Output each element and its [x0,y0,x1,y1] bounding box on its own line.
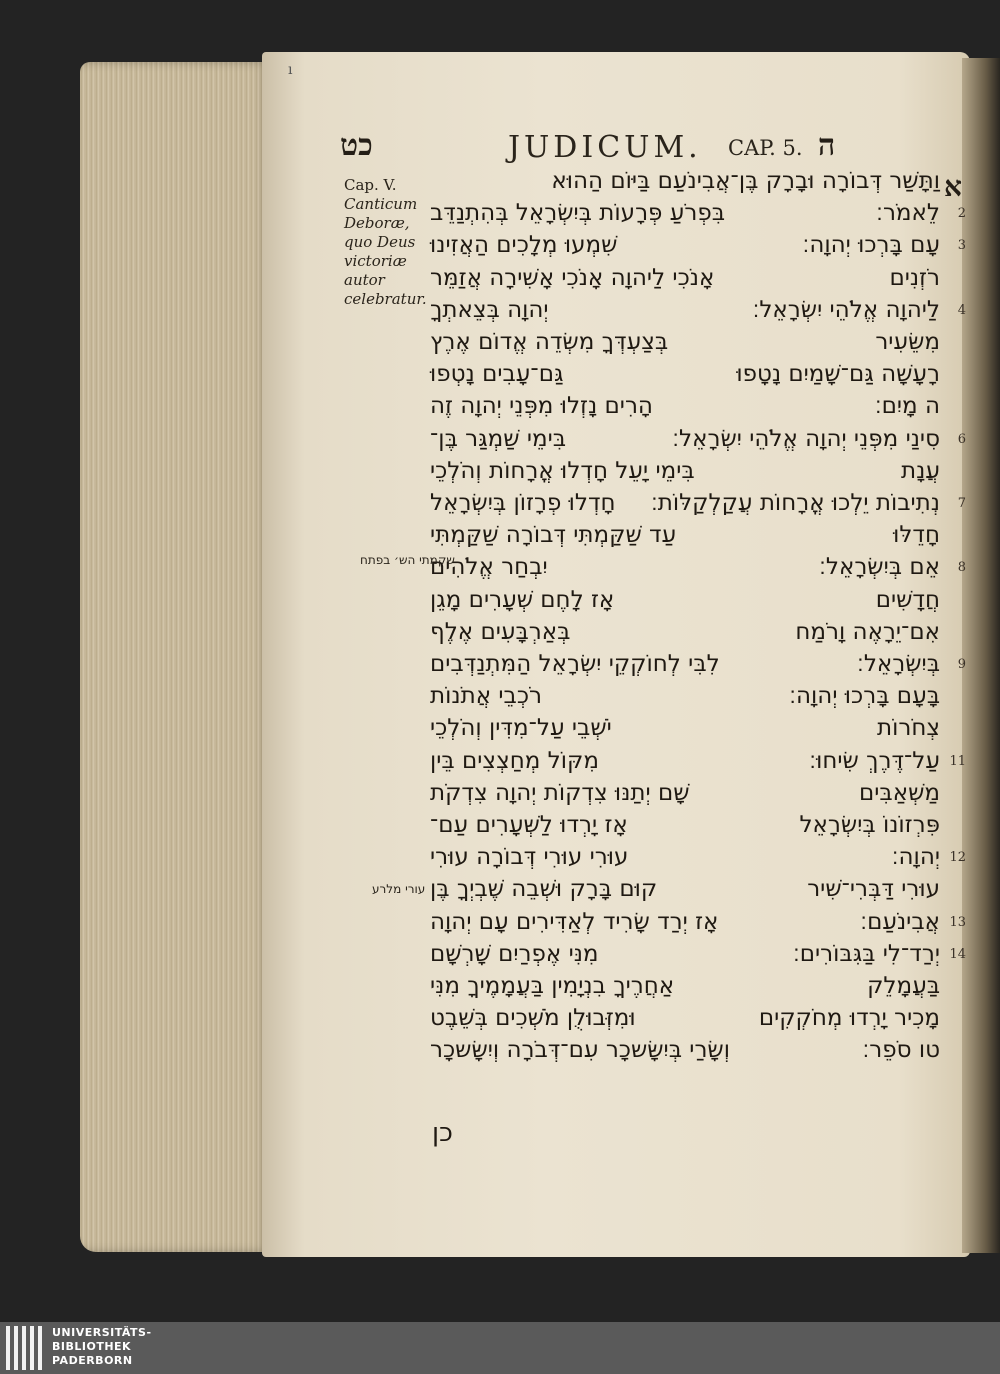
folio-mark: ı [288,62,293,78]
book-spine [962,58,1000,1253]
verse-number: 2 [957,206,966,222]
text-line-start: מִשֵּׂעִיר [875,329,940,355]
text-line-end: אָנֹכִי לַיהוָה אָנֹכִי אָשִׁירָה אֲזַמֵּר [430,264,715,291]
text-line-end: אַחֲרֶיךָ בִנְיָמִין בַּעֲמָמֶיךָ מִנִּי [430,973,675,999]
verse-number: 13 [949,914,966,930]
text-line [430,587,940,621]
text-line-end: עוּרִי עוּרִי דְּבוֹרָה עוּרִי [430,844,629,871]
text-line [430,747,966,782]
text-line-start: בַּעֲמָלֵק [867,973,940,999]
text-line [430,844,966,878]
text-line-start: עָם בָּרְכוּ יְהוָה׃ [802,232,940,259]
text-line-end: בְּאַרְבָּעִים אֶלֶף [430,618,571,645]
book-title: JUDICUM. [508,130,702,165]
verse-number: 4 [957,302,966,318]
text-line [430,296,966,331]
text-line-start: טו סֹפֵר׃ [862,1037,940,1064]
text-line-end: אָז יְרַד שָׂרִיד לְאַדִּירִים עָם יְהוָה [430,908,719,935]
verse-number: 9 [957,657,966,672]
text-line-start: אִם־יֵרָאֶה וָרֹמַח [795,618,940,645]
chapter-label: CAP. 5. [728,136,803,160]
library-footer [0,1322,1000,1374]
text-line-start: פִּרְזוֹנוֹ בְּיִשְׂרָאֵל [799,812,940,838]
verse-number: 6 [957,431,966,447]
text-line [430,1037,940,1071]
text-line [430,232,966,266]
text-line [430,780,940,814]
text-line [430,361,940,395]
text-line-start: לַיהוָה אֱלֹהֵי יִשְׂרָאֵל׃ [752,296,940,323]
text-line-start: ה מָיִם׃ [874,393,940,420]
verse-number: 14 [949,946,966,962]
verse-number: 12 [949,850,966,866]
text-line-end: אָז יָרְדוּ לַשְּׁעָרִים עַם־ [430,812,628,838]
text-line-end: יִבְחַר אֱלֹהִים [430,554,548,581]
text-line [430,812,940,846]
margin-summary-text: Canticum Deboræ, quo Deus victoriæ autor celebratur. [344,195,427,308]
text-line [430,908,966,943]
verse-number: 8 [957,560,966,576]
text-line-start: חָדֵלּוּ [893,522,940,549]
text-line-end: עַד שַׁקַּמְתִּי דְּבוֹרָה שַׁקַּמְתִּי [430,522,677,549]
text-line-end: שִׁמְעוּ מְלָכִים הַאֲזִינוּ [430,232,618,259]
text-line-start: אֲבִינֹעַם׃ [860,908,940,935]
text-line-end: בִּימֵי שַׁמְגַּר בֶּן־ [430,425,567,452]
text-line-end: יֹשְׁבֵי עַל־מִדִּין וְהֹלְכֵי [430,715,612,742]
verse-number: 11 [949,753,966,769]
text-line-start: וַתָּשַׁר דְּבוֹרָה וּבָרָק בֶּן־אֲבִינֹעַם בַּיּוֹם הַהוּא [551,168,940,194]
library-logo-icon [6,1326,42,1370]
text-line [430,425,966,460]
text-line-start: צְחֹרוֹת [876,715,940,742]
text-line [430,1005,940,1039]
text-line [430,715,940,749]
text-line-start: יְרַד־לִי בַּגִּבּוֹרִים׃ [792,940,940,967]
margin-note-left: עורי מלרע [372,882,426,896]
hebrew-chapter-number: ה [818,128,836,163]
library-name-line: BIBLIOTHEK [52,1340,132,1353]
text-line-end: יְהוָה בְּצֵאתְךָ [430,296,549,323]
text-line-start: חֲדָשִׁים [875,586,940,613]
text-line-start: מַשְׁאַבִּים [859,779,940,806]
margin-summary-chapter: Cap. V. [344,176,397,194]
library-name-line: PADERBORN [52,1354,133,1367]
text-line-start: מָכִיר יָרְדוּ מְחֹקְקִים [758,1005,940,1032]
text-line-start: לֵאמֹר׃ [876,200,940,227]
catchword: כן [432,1118,453,1148]
text-line [430,200,966,234]
text-line [430,458,940,492]
text-line [430,329,940,363]
text-line-end: רֹכְבֵי אֲתֹנוֹת [430,683,542,710]
text-line-end: וְשָׂרַי בְּיִשָּׂשכָר עִם־דְּבֹרָה וְיִשָּׂשכָר [430,1037,730,1064]
text-line-end: גַּם־עָבִים נָטְפוּ [430,361,564,388]
text-line [430,554,966,588]
library-name-line: UNIVERSITÄTS- [52,1326,152,1339]
text-line-start: נְתִיבוֹת יֵלְכוּ אֳרָחוֹת עֲקַלְקַלּוֹת׃ [650,490,940,516]
text-line [430,876,940,910]
text-line [430,651,966,685]
text-line-start: רָעָשָׁה גַּם־שָׁמַיִם נָטָפוּ [736,361,940,388]
text-line-end: קוּם בָּרָק וּשְׁבֵה שֶׁבְיְךָ בֶּן [430,876,658,903]
text-line-start: סִינַי מִפְּנֵי יְהוָה אֱלֹהֵי יִשְׂרָאֵל׃ [672,425,940,452]
margin-note-left: שקמתי הש׳ בפתח [360,553,455,567]
running-header [340,128,860,168]
text-line-start: בָּעָם בָּרְכוּ יְהוָה׃ [789,683,940,710]
text-line-start: עוּרִי דַּבְּרִי־שִׁיר [807,876,940,903]
text-line [430,973,940,1007]
text-line-end: בְּצַעְדְּךָ מִשְּׂדֵה אֱדוֹם אֶרֶץ [430,329,669,355]
book-page-edges [80,62,270,1252]
library-name [52,1326,152,1368]
text-line-end: לִבִּי לְחוֹקְקֵי יִשְׂרָאֵל הַמִּתְנַדְּבִים [430,651,720,677]
text-line [430,265,940,299]
margin-summary [344,176,426,309]
hebrew-page-number: כט [340,128,373,163]
text-line-end: בִּפְרֹעַ פְּרָעוֹת בְּיִשְׂרָאֵל בְּהִתְנַדֵּב [430,200,725,227]
text-line-end: מִקּוֹל מְחַצְצִים בֵּין [430,747,599,774]
text-line-start: עַל־דֶּרֶךְ שִׂיחוּ׃ [809,747,940,774]
verse-number: 7 [957,496,966,511]
text-line-start: בְּיִשְׂרָאֵל׃ [857,651,940,677]
text-line [430,522,940,556]
text-line [430,168,940,202]
text-line-end: וּמִזְּבוּלֻן מֹשְׁכִים בְּשֵׁבֶט [430,1005,636,1032]
text-line [430,619,940,653]
text-line-end: אָז לָחֶם שְׁעָרִים מָגֵן [430,586,615,613]
text-line-start: יְהוָה׃ [891,844,940,871]
text-line-start: רֹזְנִים [889,264,940,291]
text-line-start: עֲנָת [901,457,940,484]
text-line-end: בִּימֵי יָעֵל חָדְלוּ אֳרָחוֹת וְהֹלְכֵי [430,457,695,484]
text-line-end: שָׁם יְתַנּוּ צִדְקוֹת יְהוָה צִדְקֹת [430,779,690,806]
text-line-start: אֵם בְּיִשְׂרָאֵל׃ [819,554,940,581]
text-line [430,393,940,427]
text-line-end: מִנִּי אֶפְרַיִם שָׁרְשָׁם [430,940,599,967]
text-line [430,490,966,524]
text-line-end: הָרִים נָזְלוּ מִפְּנֵי יְהוָה זֶה [430,393,653,420]
text-line-end: חָדְלוּ פְרָזוֹן בְּיִשְׂרָאֵל [430,490,616,516]
verse-number: 3 [957,238,966,254]
text-line [430,940,966,975]
text-line [430,683,940,717]
chapter-initial-letter: א [944,170,962,203]
